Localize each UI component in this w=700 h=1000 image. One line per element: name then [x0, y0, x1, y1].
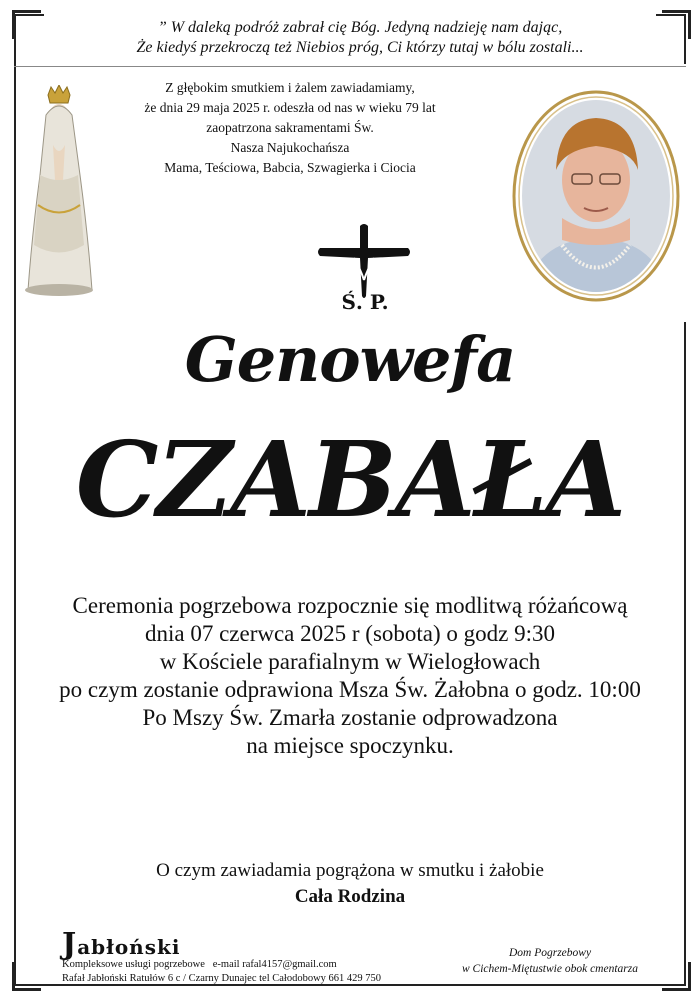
- ceremony-line-3: w Kościele parafialnym w Wielogłowach: [159, 649, 541, 674]
- funeral-home-line-2: w Cichem-Miętustwie obok cmentarza: [462, 963, 638, 975]
- ceremony-line-6: na miejsce spoczynku.: [246, 733, 454, 758]
- deceased-first-name: Genowefa: [184, 323, 516, 396]
- corner-ornament-bottom-left: [12, 962, 41, 991]
- closing-note: [0, 858, 700, 910]
- ceremony-line-4: po czym zostanie odprawiona Msza Św. Żałobna o godz. 10:00: [59, 677, 641, 702]
- intro-line-2: że dnia 29 maja 2025 r. odeszła od nas w wieku 79 lat: [144, 100, 436, 115]
- deceased-portrait-photo: [512, 90, 680, 302]
- motto-line-1: ” W daleką podróż zabrał cię Bóg. Jedyną nadzieję nam dając,: [157, 19, 563, 36]
- ceremony-line-5: Po Mszy Św. Zmarła zostanie odprowadzona: [142, 705, 558, 730]
- company-services-line: [62, 958, 422, 972]
- company-email: e-mail rafal4157@gmail.com: [212, 959, 337, 970]
- closing-line: O czym zawiadamia pogrążona w smutku i żałobie: [156, 860, 544, 881]
- deceased-surname: CZABAŁA: [75, 418, 625, 541]
- company-services: Kompleksowe usługi pogrzebowe: [62, 959, 205, 970]
- funeral-home-info: [430, 945, 670, 977]
- ceremony-line-2: dnia 07 czerwca 2025 r (sobota) o godz 9:30: [144, 621, 556, 646]
- intro-line-3: zaopatrzona sakramentami Św.: [206, 120, 374, 135]
- corner-ornament-top-left: [12, 10, 41, 39]
- company-address: Rafał Jabłoński Ratułów 6 c / Czarny Dunajec tel Całodobowy 661 429 750: [62, 973, 382, 984]
- frame-under-motto-line: [14, 66, 686, 67]
- funeral-company-info: [62, 927, 422, 986]
- logo-name: abłoński: [77, 935, 181, 959]
- announcement-intro: [110, 78, 470, 178]
- intro-line-5: Mama, Teściowa, Babcia, Szwagierka i Ciocia: [164, 160, 416, 175]
- intro-line-4: Nasza Najukochańsza: [230, 140, 350, 155]
- sp-abbreviation: Ś. P.: [341, 290, 389, 314]
- ceremony-details: [30, 592, 670, 760]
- madonna-statue-image: [18, 85, 100, 300]
- motto-line-2: Że kiedyś przekroczą też Niebios próg, Ci którzy tutaj w bólu zostali...: [136, 39, 584, 56]
- logo-initial: J: [62, 927, 78, 962]
- ceremony-line-1: Ceremonia pogrzebowa rozpocznie się modlitwą różańcową: [72, 593, 628, 618]
- family-signature: Cała Rodzina: [294, 886, 406, 907]
- funeral-home-line-1: Dom Pogrzebowy: [508, 947, 592, 959]
- company-logo: [62, 927, 422, 962]
- motto-verse: [40, 18, 680, 58]
- intro-line-1: Z głębokim smutkiem i żalem zawiadamiamy,: [165, 80, 415, 95]
